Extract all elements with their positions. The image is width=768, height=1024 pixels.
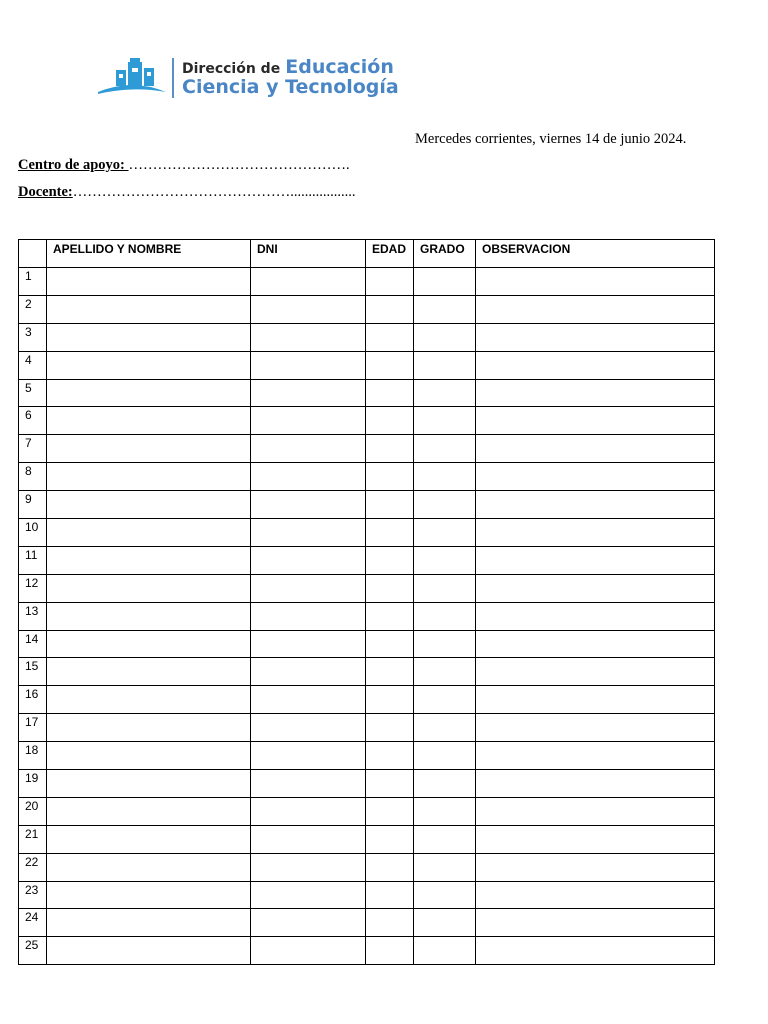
table-row bbox=[19, 630, 715, 658]
row-number: 13 bbox=[25, 603, 39, 618]
logo-big-text: Educación bbox=[285, 56, 394, 78]
docente-label: Docente: bbox=[18, 184, 73, 200]
apellido-y-nombre-cell[interactable] bbox=[47, 546, 251, 574]
dni-cell[interactable] bbox=[251, 797, 366, 825]
table-row bbox=[19, 268, 715, 296]
grado-cell[interactable] bbox=[414, 742, 476, 770]
edad-cell[interactable] bbox=[366, 379, 414, 407]
grado-cell[interactable] bbox=[414, 519, 476, 547]
edad-header bbox=[366, 240, 414, 268]
row-number-cell bbox=[19, 881, 47, 909]
logo-title-line1 bbox=[182, 56, 394, 78]
apellido-y-nombre-cell[interactable] bbox=[47, 937, 251, 965]
dni-cell[interactable] bbox=[251, 435, 366, 463]
observacion-cell[interactable] bbox=[476, 435, 715, 463]
row-number: 6 bbox=[25, 408, 32, 423]
row-number: 17 bbox=[25, 715, 39, 730]
dni-cell[interactable] bbox=[251, 686, 366, 714]
edad-cell[interactable] bbox=[366, 937, 414, 965]
table-row bbox=[19, 435, 715, 463]
grado-cell[interactable] bbox=[414, 546, 476, 574]
grado-header bbox=[414, 240, 476, 268]
observacion-cell[interactable] bbox=[476, 407, 715, 435]
dni-cell[interactable] bbox=[251, 770, 366, 798]
grado-cell[interactable] bbox=[414, 351, 476, 379]
row-number: 24 bbox=[25, 910, 39, 925]
table-row bbox=[19, 937, 715, 965]
edad-cell[interactable] bbox=[366, 546, 414, 574]
grado-cell[interactable] bbox=[414, 435, 476, 463]
apellido-y-nombre-cell[interactable] bbox=[47, 658, 251, 686]
row-number-cell bbox=[19, 742, 47, 770]
table-header-row bbox=[19, 240, 715, 268]
observacion-cell[interactable] bbox=[476, 686, 715, 714]
row-number: 18 bbox=[25, 743, 39, 758]
table-row bbox=[19, 602, 715, 630]
apellido-y-nombre-cell[interactable] bbox=[47, 825, 251, 853]
row-number-cell bbox=[19, 295, 47, 323]
table-row bbox=[19, 463, 715, 491]
observacion-cell[interactable] bbox=[476, 630, 715, 658]
row-number: 25 bbox=[25, 938, 39, 953]
dni-cell[interactable] bbox=[251, 714, 366, 742]
edad-cell[interactable] bbox=[366, 491, 414, 519]
table-row bbox=[19, 686, 715, 714]
row-number-cell bbox=[19, 379, 47, 407]
edad-cell[interactable] bbox=[366, 602, 414, 630]
row-number-cell bbox=[19, 323, 47, 351]
edad-cell[interactable] bbox=[366, 658, 414, 686]
row-number-cell bbox=[19, 407, 47, 435]
apellido-y-nombre-cell[interactable] bbox=[47, 268, 251, 296]
grado-cell[interactable] bbox=[414, 379, 476, 407]
edad-cell[interactable] bbox=[366, 435, 414, 463]
table-row bbox=[19, 351, 715, 379]
observacion-cell[interactable] bbox=[476, 268, 715, 296]
row-number: 8 bbox=[25, 464, 32, 479]
row-number: 9 bbox=[25, 492, 32, 507]
edad-cell[interactable] bbox=[366, 295, 414, 323]
dni-cell[interactable] bbox=[251, 742, 366, 770]
row-number-cell bbox=[19, 797, 47, 825]
centro-de-apoyo-label: Centro de apoyo: bbox=[18, 157, 129, 173]
grado-cell[interactable] bbox=[414, 825, 476, 853]
edad-cell[interactable] bbox=[366, 742, 414, 770]
table-row bbox=[19, 853, 715, 881]
row-number: 3 bbox=[25, 324, 32, 339]
edad-cell[interactable] bbox=[366, 630, 414, 658]
row-number-cell bbox=[19, 351, 47, 379]
row-number: 10 bbox=[25, 520, 39, 535]
observacion-cell[interactable] bbox=[476, 909, 715, 937]
dni-cell[interactable] bbox=[251, 491, 366, 519]
edad-cell[interactable] bbox=[366, 407, 414, 435]
column-header-label: EDAD bbox=[372, 242, 407, 256]
row-number: 7 bbox=[25, 436, 32, 451]
dni-cell[interactable] bbox=[251, 407, 366, 435]
dni-cell[interactable] bbox=[251, 546, 366, 574]
grado-cell[interactable] bbox=[414, 881, 476, 909]
table-body bbox=[19, 268, 715, 965]
table-row bbox=[19, 797, 715, 825]
table-row bbox=[19, 658, 715, 686]
edad-cell[interactable] bbox=[366, 714, 414, 742]
observacion-cell[interactable] bbox=[476, 351, 715, 379]
observacion-cell[interactable] bbox=[476, 937, 715, 965]
observacion-cell[interactable] bbox=[476, 295, 715, 323]
apellido-y-nombre-cell[interactable] bbox=[47, 686, 251, 714]
table-row bbox=[19, 825, 715, 853]
grado-cell[interactable] bbox=[414, 407, 476, 435]
dni-cell[interactable] bbox=[251, 602, 366, 630]
grado-cell[interactable] bbox=[414, 658, 476, 686]
row-number-cell bbox=[19, 519, 47, 547]
observacion-cell[interactable] bbox=[476, 574, 715, 602]
column-header-label: OBSERVACION bbox=[482, 242, 571, 256]
dni-cell[interactable] bbox=[251, 909, 366, 937]
docente-dots: ……………………………………….................. bbox=[72, 184, 356, 200]
grado-cell[interactable] bbox=[414, 853, 476, 881]
logo-title-line2: Ciencia y Tecnología bbox=[182, 76, 399, 98]
grado-cell[interactable] bbox=[414, 491, 476, 519]
centro-de-apoyo-dots: ………………………………………. bbox=[128, 157, 350, 173]
row-number-cell bbox=[19, 546, 47, 574]
observacion-cell[interactable] bbox=[476, 463, 715, 491]
table-row bbox=[19, 323, 715, 351]
column-header-label: DNI bbox=[257, 242, 278, 256]
centro-de-apoyo-field[interactable] bbox=[18, 157, 350, 174]
dni-cell[interactable] bbox=[251, 323, 366, 351]
edad-cell[interactable] bbox=[366, 825, 414, 853]
row-number: 15 bbox=[25, 659, 39, 674]
dni-cell[interactable] bbox=[251, 268, 366, 296]
table-row bbox=[19, 491, 715, 519]
column-header-label bbox=[19, 240, 46, 242]
grado-cell[interactable] bbox=[414, 714, 476, 742]
grado-cell[interactable] bbox=[414, 602, 476, 630]
dni-cell[interactable] bbox=[251, 853, 366, 881]
apellido-y-nombre-cell[interactable] bbox=[47, 630, 251, 658]
apellido-y-nombre-cell[interactable] bbox=[47, 463, 251, 491]
row-number-cell bbox=[19, 491, 47, 519]
row-number: 12 bbox=[25, 575, 39, 590]
apellido-y-nombre-cell[interactable] bbox=[47, 407, 251, 435]
row-number: 23 bbox=[25, 882, 39, 897]
edad-cell[interactable] bbox=[366, 909, 414, 937]
observacion-cell[interactable] bbox=[476, 519, 715, 547]
row-number: 16 bbox=[25, 687, 39, 702]
edad-cell[interactable] bbox=[366, 463, 414, 491]
row-number: 5 bbox=[25, 380, 32, 395]
apellido-y-nombre-cell[interactable] bbox=[47, 742, 251, 770]
apellido-y-nombre-cell[interactable] bbox=[47, 519, 251, 547]
observacion-cell[interactable] bbox=[476, 770, 715, 798]
grado-cell[interactable] bbox=[414, 463, 476, 491]
observacion-cell[interactable] bbox=[476, 491, 715, 519]
dni-cell[interactable] bbox=[251, 574, 366, 602]
observacion-cell[interactable] bbox=[476, 379, 715, 407]
observacion-header bbox=[476, 240, 715, 268]
student-roster-table bbox=[18, 239, 715, 965]
column-header-label: APELLIDO Y NOMBRE bbox=[53, 242, 182, 256]
dni-cell[interactable] bbox=[251, 379, 366, 407]
observacion-cell[interactable] bbox=[476, 714, 715, 742]
row-number-cell bbox=[19, 853, 47, 881]
apellido-y-nombre-cell[interactable] bbox=[47, 574, 251, 602]
apellido-y-nombre-cell[interactable] bbox=[47, 881, 251, 909]
apellido-y-nombre-cell[interactable] bbox=[47, 853, 251, 881]
observacion-cell[interactable] bbox=[476, 323, 715, 351]
date-line: Mercedes corrientes, viernes 14 de junio 2024. bbox=[415, 131, 687, 147]
row-number: 11 bbox=[25, 547, 38, 562]
table-row bbox=[19, 742, 715, 770]
observacion-cell[interactable] bbox=[476, 658, 715, 686]
column-header-label: GRADO bbox=[420, 242, 465, 256]
grado-cell[interactable] bbox=[414, 909, 476, 937]
table-row bbox=[19, 407, 715, 435]
dni-cell[interactable] bbox=[251, 825, 366, 853]
edad-cell[interactable] bbox=[366, 351, 414, 379]
apellido-y-nombre-cell[interactable] bbox=[47, 435, 251, 463]
row-number: 14 bbox=[25, 631, 39, 646]
edad-cell[interactable] bbox=[366, 519, 414, 547]
observacion-cell[interactable] bbox=[476, 602, 715, 630]
row-number-cell bbox=[19, 714, 47, 742]
row-number-cell bbox=[19, 686, 47, 714]
edad-cell[interactable] bbox=[366, 323, 414, 351]
dni-cell[interactable] bbox=[251, 658, 366, 686]
table-row bbox=[19, 379, 715, 407]
apellido-y-nombre-cell[interactable] bbox=[47, 351, 251, 379]
apellido-y-nombre-cell[interactable] bbox=[47, 295, 251, 323]
row-number: 4 bbox=[25, 352, 32, 367]
row-number-cell bbox=[19, 909, 47, 937]
table-row bbox=[19, 714, 715, 742]
row-number-cell bbox=[19, 602, 47, 630]
observacion-cell[interactable] bbox=[476, 742, 715, 770]
row-number: 19 bbox=[25, 771, 39, 786]
grado-cell[interactable] bbox=[414, 937, 476, 965]
building-logo-icon bbox=[96, 56, 168, 98]
dni-cell[interactable] bbox=[251, 881, 366, 909]
grado-cell[interactable] bbox=[414, 630, 476, 658]
grado-cell[interactable] bbox=[414, 268, 476, 296]
dni-cell[interactable] bbox=[251, 351, 366, 379]
row-number: 20 bbox=[25, 798, 39, 813]
edad-cell[interactable] bbox=[366, 268, 414, 296]
dni-cell[interactable] bbox=[251, 937, 366, 965]
dni-cell[interactable] bbox=[251, 630, 366, 658]
row-number-cell bbox=[19, 630, 47, 658]
table-row bbox=[19, 909, 715, 937]
logo-small-text: Dirección de bbox=[182, 61, 281, 77]
row-number-cell bbox=[19, 268, 47, 296]
row-number-cell bbox=[19, 770, 47, 798]
apellido-y-nombre-cell[interactable] bbox=[47, 714, 251, 742]
dni-cell[interactable] bbox=[251, 519, 366, 547]
row-number-cell bbox=[19, 574, 47, 602]
apellido-y-nombre-cell[interactable] bbox=[47, 909, 251, 937]
grado-cell[interactable] bbox=[414, 323, 476, 351]
apellido-y-nombre-cell[interactable] bbox=[47, 323, 251, 351]
apellido-y-nombre-cell[interactable] bbox=[47, 602, 251, 630]
apellido-y-nombre-cell[interactable] bbox=[47, 379, 251, 407]
apellido-y-nombre-cell[interactable] bbox=[47, 491, 251, 519]
edad-cell[interactable] bbox=[366, 686, 414, 714]
apellido-y-nombre-cell[interactable] bbox=[47, 797, 251, 825]
row-number-cell bbox=[19, 435, 47, 463]
edad-cell[interactable] bbox=[366, 797, 414, 825]
dni-cell[interactable] bbox=[251, 463, 366, 491]
edad-cell[interactable] bbox=[366, 574, 414, 602]
row-number: 22 bbox=[25, 854, 39, 869]
row-number-cell bbox=[19, 658, 47, 686]
row-number: 2 bbox=[25, 296, 32, 311]
grado-cell[interactable] bbox=[414, 686, 476, 714]
edad-cell[interactable] bbox=[366, 853, 414, 881]
row-number: 21 bbox=[25, 826, 39, 841]
table-row bbox=[19, 546, 715, 574]
apellido-y-nombre-header bbox=[47, 240, 251, 268]
edad-cell[interactable] bbox=[366, 770, 414, 798]
table-row bbox=[19, 881, 715, 909]
logo-divider bbox=[172, 58, 174, 98]
apellido-y-nombre-cell[interactable] bbox=[47, 770, 251, 798]
grado-cell[interactable] bbox=[414, 770, 476, 798]
grado-cell[interactable] bbox=[414, 295, 476, 323]
row-number-cell bbox=[19, 825, 47, 853]
observacion-cell[interactable] bbox=[476, 546, 715, 574]
dni-header bbox=[251, 240, 366, 268]
row-number-cell bbox=[19, 463, 47, 491]
table-row bbox=[19, 770, 715, 798]
dni-cell[interactable] bbox=[251, 295, 366, 323]
observacion-cell[interactable] bbox=[476, 853, 715, 881]
table-row bbox=[19, 519, 715, 547]
observacion-cell[interactable] bbox=[476, 825, 715, 853]
row-number-cell bbox=[19, 937, 47, 965]
table-row bbox=[19, 574, 715, 602]
table-row bbox=[19, 295, 715, 323]
grado-cell[interactable] bbox=[414, 797, 476, 825]
docente-field[interactable] bbox=[18, 184, 356, 201]
observacion-cell[interactable] bbox=[476, 797, 715, 825]
grado-cell[interactable] bbox=[414, 574, 476, 602]
observacion-cell[interactable] bbox=[476, 881, 715, 909]
number-column-header bbox=[19, 240, 47, 268]
row-number: 1 bbox=[25, 269, 32, 283]
logo bbox=[96, 56, 456, 102]
edad-cell[interactable] bbox=[366, 881, 414, 909]
